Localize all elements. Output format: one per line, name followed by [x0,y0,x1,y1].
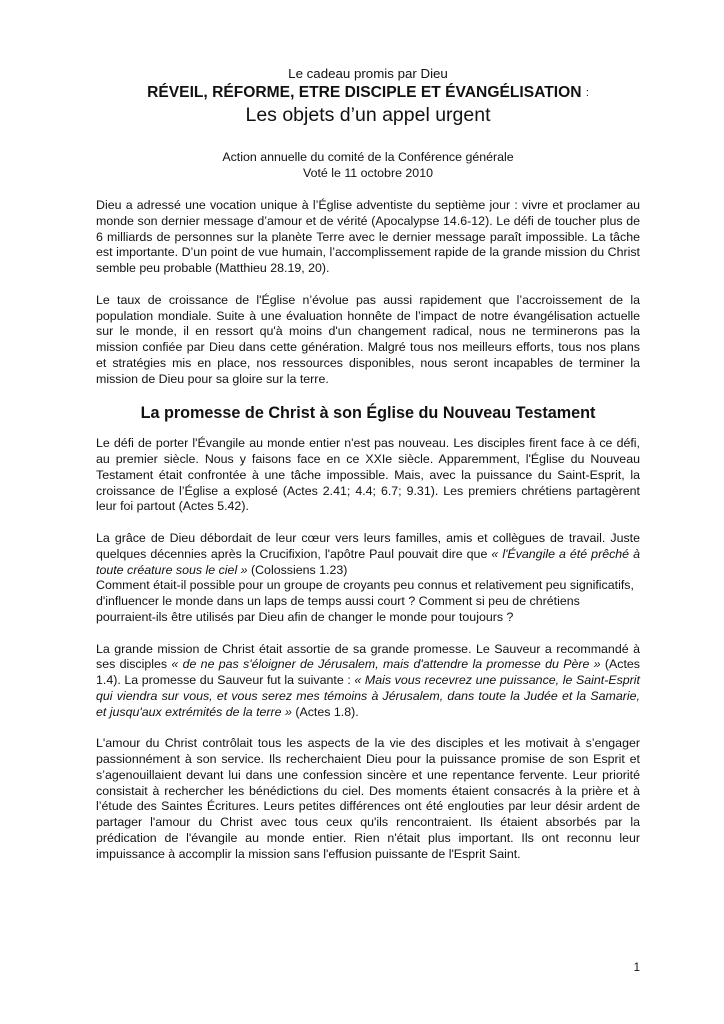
section-heading: La promesse de Christ à son Église du Nouveau Testament [140,404,596,423]
paragraph-3-quote-2: « Mais vous recevrez une puissance, le Saint-Esprit qui viendra sur vous, et vous serez mes témoins à Jérusalem, dans toute la Judée et la Samarie, et jusqu'aux extrémités de la terre » [96,673,640,719]
paragraph-2-quote: « l'Évangile a été prêché à toute créature sous le ciel » [96,546,640,577]
section-paragraph-4: L'amour du Christ contrôlait tous les aspects de la vie des disciples et les motivait à s’engager passionnément à son service. Ils recherchaient Dieu pour la puissance promise de son Esprit et s’agenouillaient devant lui dans une confession sincère et une repentance fervente. Leur priorité consistait à rechercher les bénédictions du ciel. Des moments étaient consacrés à la prière et à l’étude des Saintes Écritures. Leurs petites différences ont été englouties par leur désir ardent de partager l'amour du Christ avec tous ceux qu'ils rencontraient. Ils étaient absorbés par la prédication de l'évangile au monde entier. Rien n'était plus important. Ils ont reconnu leur impuissance à accomplir la mission sans l'effusion puissante de l'Esprit Saint. [96,736,640,861]
document-header [96,66,640,181]
section-paragraph-2-questions: Comment était-il possible pour un groupe de croyants peu connus et relativement peu significatifs, d'influencer le monde dans un laps de temps aussi court ? Comment si peu de chrétiens pourraient-ils être utilisés par Dieu afin de changer le monde pour toujours ? [96,578,634,624]
paragraph-3-text-b: (Actes 1.4). La promesse du Sauveur fut la suivante : [96,657,640,687]
document-meta [96,149,640,181]
section-paragraph-3 [96,642,640,721]
pre-title: Le cadeau promis par Dieu [288,66,448,81]
paragraph-2-text-a: La grâce de Dieu débordait de leur cœur vers leurs familles, amis et collègues de travail. Juste quelques décennies après la Crucifixion, l'apôtre Paul pouvait dire que [96,531,640,561]
main-title-colon: : [585,87,589,99]
document-page [96,66,640,862]
intro-paragraph-1: Dieu a adressé une vocation unique à l’Église adventiste du septième jour : vivre et proclamer au monde son dernier message d’amour et de vérité (Apocalypse 14.6-12). Le défi de toucher plus de 6 milliards de personnes sur la planète Terre avec le dernier message paraît impossible. La tâche est importante. D’un point de vue humain, l’accomplissement rapide de la grande mission du Christ semble peu probable (Matthieu 28.19, 20). [96,198,640,275]
action-line: Action annuelle du comité de la Conférence générale [222,150,514,164]
paragraph-3-quote-1: « de ne pas s'éloigner de Jérusalem, mais d'attendre la promesse du Père » [171,657,601,672]
main-title-text: RÉVEIL, RÉFORME, ETRE DISCIPLE ET ÉVANGÉLISATION [147,84,582,101]
section-paragraph-1: Le défi de porter l'Évangile au monde entier n'est pas nouveau. Les disciples firent face à ce défi, au premier siècle. Nous y faisons face en ce XXIe siècle. Apparemment, l'Église du Nouveau Testament était confrontée à une tâche impossible. Mais, avec la puissance du Saint-Esprit, la croissance de l’Église a explosé (Actes 2.41; 4.4; 6.7; 9.31). Les premiers chrétiens partagèrent leur foi partout (Actes 5.42). [96,436,640,514]
intro-paragraph-2: Le taux de croissance de l'Église n’évolue pas aussi rapidement que l’accroissement de la population mondiale. Suite à une évaluation honnête de l’impact de notre évangélisation actuelle sur le monde, il en ressort qu'à moins d'un changement radical, nous ne terminerons pas la mission confiée par Dieu dans cette génération. Malgré tous nos meilleurs efforts, tous nos plans et stratégies mis en place, nos ressources disponibles, nous seront incapables de terminer la mission de Dieu pour sa gloire sur la terre. [96,292,640,386]
section-paragraph-2 [96,531,640,578]
subtitle: Les objets d’un appel urgent [245,104,491,126]
main-title [96,83,640,103]
paragraph-3-text-a: La grande mission de Christ était assortie de sa grande promesse. Le Sauveur a recommandé à ses disciples [96,641,640,672]
paragraph-3-text-c: (Actes 1.8). [291,704,359,719]
vote-line: Voté le 11 octobre 2010 [303,166,433,180]
page-number: 1 [633,962,640,974]
paragraph-2-text-b: (Colossiens 1.23) [247,562,348,577]
